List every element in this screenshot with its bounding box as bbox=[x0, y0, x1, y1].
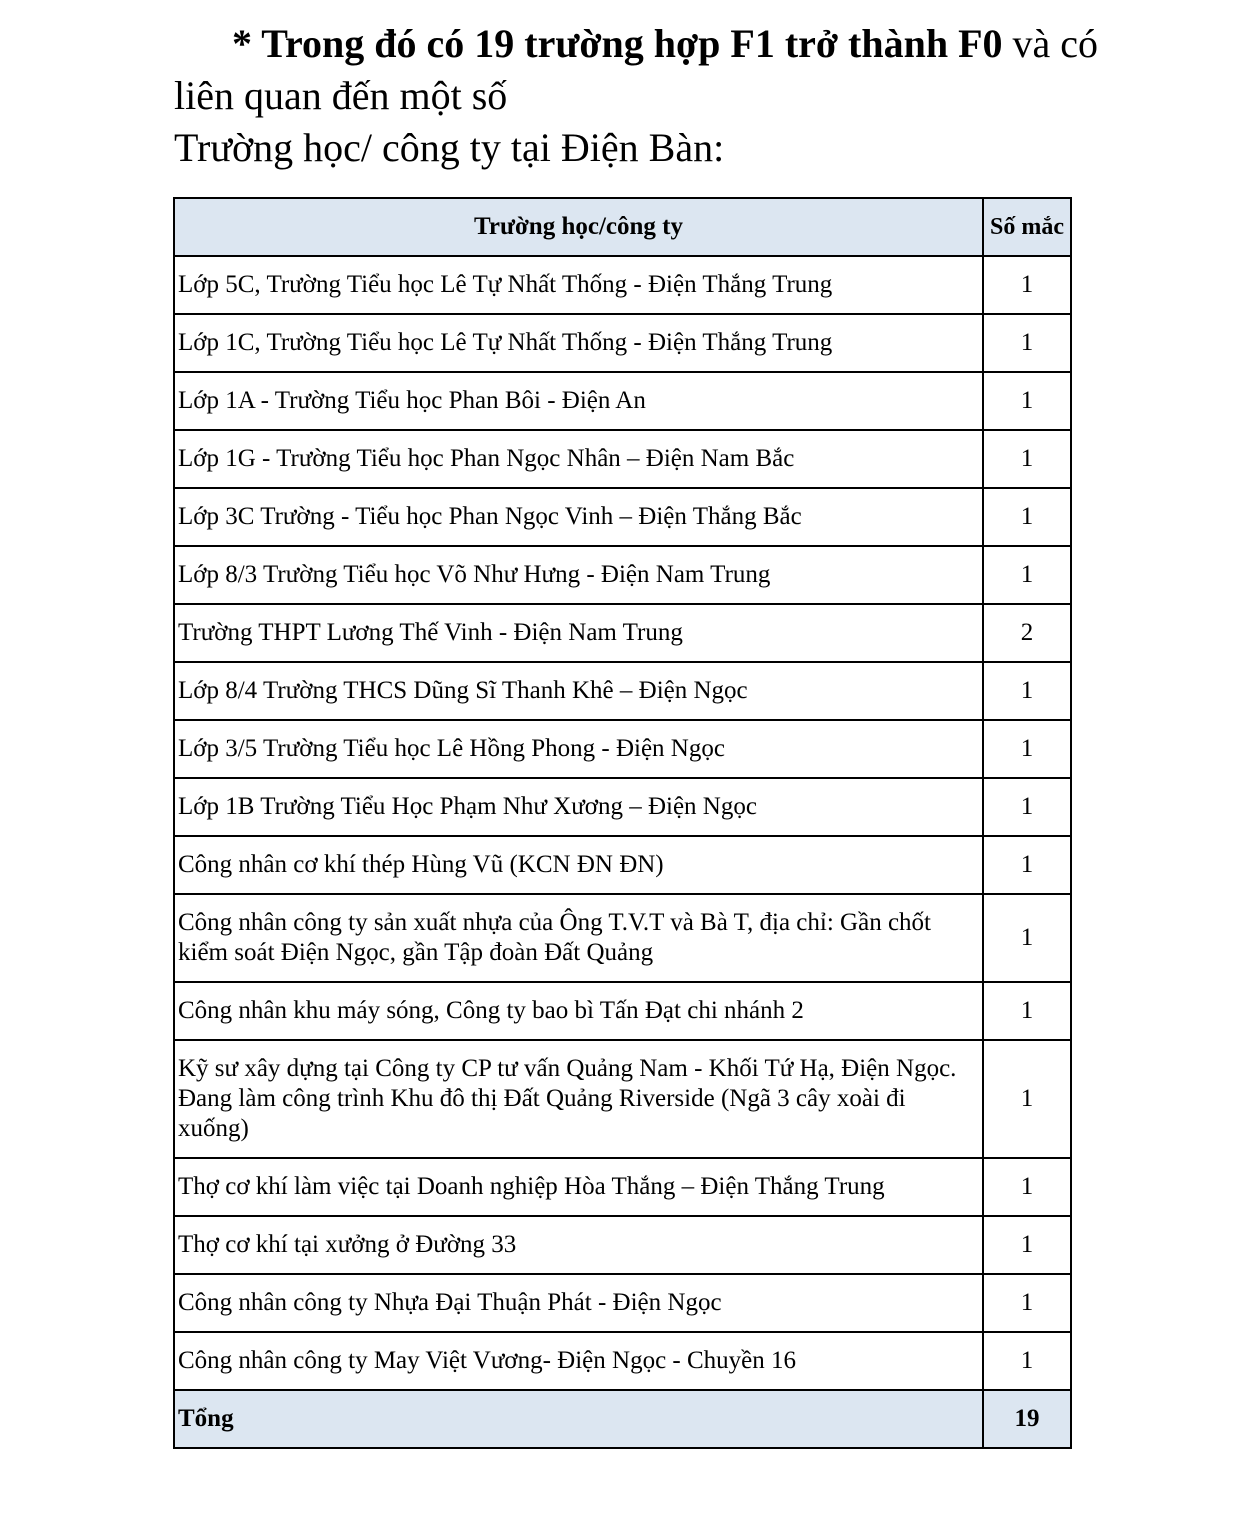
table-row bbox=[174, 488, 1071, 546]
table-row bbox=[174, 256, 1071, 314]
row-name: Lớp 1A - Trường Tiểu học Phan Bôi - Điện An bbox=[174, 372, 983, 430]
row-name: Lớp 3/5 Trường Tiểu học Lê Hồng Phong - Điện Ngọc bbox=[174, 720, 983, 778]
row-name: Lớp 8/4 Trường THCS Dũng Sĩ Thanh Khê – Điện Ngọc bbox=[174, 662, 983, 720]
table-header-row bbox=[174, 198, 1071, 256]
table-row bbox=[174, 720, 1071, 778]
table-row bbox=[174, 1332, 1071, 1390]
row-count: 1 bbox=[983, 778, 1071, 836]
row-name: Công nhân công ty May Việt Vương- Điện Ngọc - Chuyền 16 bbox=[174, 1332, 983, 1390]
row-count: 1 bbox=[983, 1158, 1071, 1216]
table-row bbox=[174, 836, 1071, 894]
row-count: 1 bbox=[983, 372, 1071, 430]
table-row bbox=[174, 314, 1071, 372]
row-count: 1 bbox=[983, 488, 1071, 546]
row-name: Thợ cơ khí tại xưởng ở Đường 33 bbox=[174, 1216, 983, 1274]
row-name: Lớp 3C Trường - Tiểu học Phan Ngọc Vinh – Điện Thắng Bắc bbox=[174, 488, 983, 546]
table-row bbox=[174, 778, 1071, 836]
row-count: 1 bbox=[983, 836, 1071, 894]
row-name: Lớp 8/3 Trường Tiểu học Võ Như Hưng - Điện Nam Trung bbox=[174, 546, 983, 604]
row-name: Lớp 1B Trường Tiểu Học Phạm Như Xương – Điện Ngọc bbox=[174, 778, 983, 836]
heading-bold-text: * Trong đó có 19 trường hợp F1 trở thành F0 bbox=[232, 21, 1003, 66]
row-name: Công nhân khu máy sóng, Công ty bao bì Tấn Đạt chi nhánh 2 bbox=[174, 982, 983, 1040]
header-school-company: Trường học/công ty bbox=[174, 198, 983, 256]
row-name: Công nhân công ty sản xuất nhựa của Ông T.V.T và Bà T, địa chỉ: Gần chốt kiểm soát Điện Ngọc, gần Tập đoàn Đất Quảng bbox=[174, 894, 983, 982]
row-count: 1 bbox=[983, 982, 1071, 1040]
table-row bbox=[174, 1040, 1071, 1158]
row-count: 1 bbox=[983, 662, 1071, 720]
table-row bbox=[174, 894, 1071, 982]
row-count: 1 bbox=[983, 1040, 1071, 1158]
row-count: 1 bbox=[983, 1274, 1071, 1332]
total-label: Tổng bbox=[174, 1390, 983, 1448]
row-name: Công nhân công ty Nhựa Đại Thuận Phát - Điện Ngọc bbox=[174, 1274, 983, 1332]
row-count: 1 bbox=[983, 1216, 1071, 1274]
row-count: 1 bbox=[983, 430, 1071, 488]
table-row bbox=[174, 372, 1071, 430]
row-name: Trường THPT Lương Thế Vinh - Điện Nam Trung bbox=[174, 604, 983, 662]
table-row bbox=[174, 982, 1071, 1040]
heading-line-3: Trường học/ công ty tại Điện Bàn: bbox=[174, 125, 725, 170]
row-name: Kỹ sư xây dựng tại Công ty CP tư vấn Quảng Nam - Khối Tứ Hạ, Điện Ngọc. Đang làm công trình Khu đô thị Đất Quảng Riverside (Ngã 3 cây xoài đi xuống) bbox=[174, 1040, 983, 1158]
row-count: 1 bbox=[983, 546, 1071, 604]
table-row bbox=[174, 662, 1071, 720]
row-name: Thợ cơ khí làm việc tại Doanh nghiệp Hòa Thắng – Điện Thắng Trung bbox=[174, 1158, 983, 1216]
row-name: Lớp 1C, Trường Tiểu học Lê Tự Nhất Thống - Điện Thắng Trung bbox=[174, 314, 983, 372]
row-count: 1 bbox=[983, 720, 1071, 778]
cases-table bbox=[173, 197, 1072, 1449]
total-row bbox=[174, 1390, 1071, 1448]
table-row bbox=[174, 1216, 1071, 1274]
table-row bbox=[174, 1158, 1071, 1216]
row-name: Lớp 5C, Trường Tiểu học Lê Tự Nhất Thống - Điện Thắng Trung bbox=[174, 256, 983, 314]
row-count: 1 bbox=[983, 894, 1071, 982]
total-count: 19 bbox=[983, 1390, 1071, 1448]
heading-suffix-text: và có bbox=[1002, 21, 1099, 66]
table-row bbox=[174, 1274, 1071, 1332]
row-name: Lớp 1G - Trường Tiểu học Phan Ngọc Nhân – Điện Nam Bắc bbox=[174, 430, 983, 488]
header-case-count: Số mắc bbox=[983, 198, 1071, 256]
row-count: 1 bbox=[983, 314, 1071, 372]
table-row bbox=[174, 430, 1071, 488]
table-row bbox=[174, 604, 1071, 662]
heading-line-1 bbox=[174, 18, 1234, 70]
row-count: 1 bbox=[983, 1332, 1071, 1390]
heading bbox=[174, 18, 1234, 174]
row-count: 1 bbox=[983, 256, 1071, 314]
row-count: 2 bbox=[983, 604, 1071, 662]
row-name: Công nhân cơ khí thép Hùng Vũ (KCN ĐN ĐN) bbox=[174, 836, 983, 894]
heading-line-2: liên quan đến một số bbox=[174, 73, 508, 118]
table-row bbox=[174, 546, 1071, 604]
